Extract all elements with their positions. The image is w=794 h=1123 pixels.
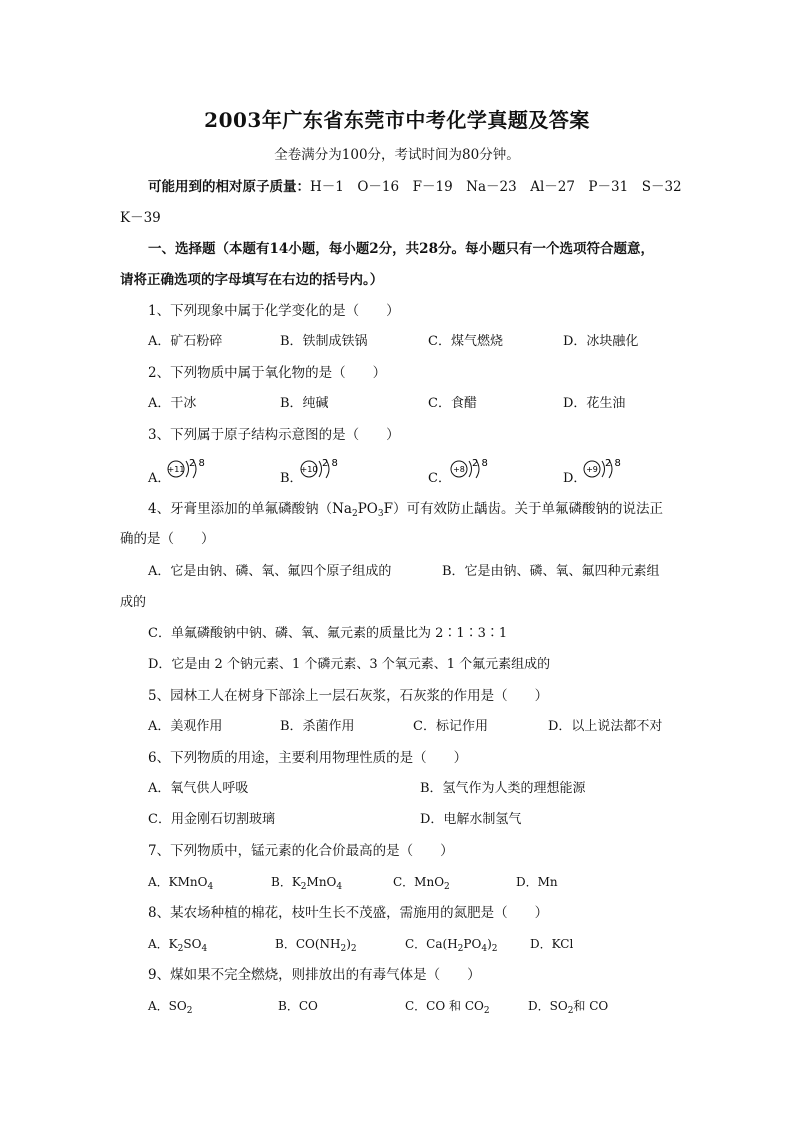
q8-option-c: C．$Ca(H_2PO_4)_2$ [405,937,498,954]
question-4-stem: 4、牙膏里添加的单氟磷酸钠$(Na_2PO_3F)$可有效防止龋齿。关于单氟磷酸钠的说法正 [148,501,663,519]
question-9-stem: 9、煤如果不完全燃烧，则排放出的有毒气体是（ ） [148,967,481,983]
q7-option-d: D．Mn [516,875,558,889]
atom-diagram-a [164,456,234,482]
section-heading-line2: 请将正确选项的字母填写在右边的括号内。） [120,272,384,288]
q2-option-d: D．花生油 [563,396,626,411]
question-3-stem: 3、下列属于原子结构示意图的是（ ） [148,427,400,443]
atom-diagram-b [297,456,367,482]
question-6-stem: 6、下列物质的用途，主要利用物理性质的是（ ） [148,750,468,766]
question-4-stem-line2: 确的是（ ） [120,531,215,547]
q5-option-a: A．美观作用 [148,719,223,734]
q2-option-a: A．干冰 [148,396,197,411]
q6-option-a: A．氧气供人呼吸 [148,781,249,796]
q1-option-b: B．铁制成铁锅 [280,334,368,349]
q5-option-b: B．杀菌作用 [280,719,355,734]
q3-option-c: C． [428,471,451,486]
q9-option-d: D．$SO_2$和 CO [528,999,609,1016]
q6-option-c: C．用金刚石切割玻璃 [148,812,275,827]
atom-c-nucleus: +8 [453,465,465,474]
q9-option-b: B．CO [278,999,318,1013]
atomic-mass-line [148,178,682,196]
q3-option-d: D． [563,471,587,486]
section-heading-line1: 一、选择题（本题有14小题，每小题2分，共28分。每小题只有一个选项符合题意， [148,241,654,257]
atomic-mass-label: 可能用到的相对原子质量： [148,179,310,195]
q4-option-b: B．它是由钠、磷、氧、氟四种元素组 [442,564,660,579]
q4-option-c: C．单氟磷酸钠中钠、磷、氧、氟元素的质量比为 2∶1∶3∶1 [148,626,508,641]
atom-d-nucleus: +9 [586,465,598,474]
q4-option-d: D．它是由 2 个钠元素、1 个磷元素、3 个氧元素、1 个氟元素组成的 [148,657,551,672]
page-title: 2003年广东省东莞市中考化学真题及答案 [204,108,590,132]
atom-a-nucleus: +11 [167,465,185,474]
q8-option-d: D．KCl [530,937,574,951]
atom-b-nucleus: +10 [300,465,318,474]
q7-option-a: A．KMnO$_4$ [148,875,214,892]
question-7-stem: 7、下列物质中，锰元素的化合价最高的是（ ） [148,843,454,859]
q1-option-d: D．冰块融化 [563,334,639,349]
atom-b-shells: 2 8 [322,458,338,469]
q7-option-b: B．$K_2MnO_4$ [271,875,343,892]
q3-option-b: B． [280,471,303,486]
q6-option-b: B．氢气作为人类的理想能源 [420,781,586,796]
q2-option-c: C．食醋 [428,396,477,411]
q5-option-d: D．以上说法都不对 [548,719,663,734]
atom-d-shells: 2 8 [605,458,621,469]
q4-option-a: A．它是由钠、磷、氧、氟四个原子组成的 [148,564,392,579]
question-5-stem: 5、园林工人在树身下部涂上一层石灰浆，石灰浆的作用是（ ） [148,688,549,704]
atomic-mass-continued: K－39 [120,210,161,226]
atom-a-shells: 2 8 [189,458,205,469]
subtitle: 全卷满分为100分，考试时间为80分钟。 [274,147,520,163]
question-2-stem: 2、下列物质中属于氧化物的是（ ） [148,365,387,381]
q8-option-b: B．$CO(NH_2)_2$ [275,937,357,954]
q6-option-d: D．电解水制氢气 [420,812,522,827]
question-8-stem: 8、某农场种植的棉花，枝叶生长不茂盛，需施用的氮肥是（ ） [148,905,549,921]
atomic-mass-values: H－1 O－16 F－19 Na－23 Al－27 P－31 S－32 [310,179,682,195]
q3-option-a: A． [148,471,171,486]
q8-option-a: A．$K_2SO_4$ [148,937,208,954]
q4-option-b-line2: 成的 [120,595,147,610]
q9-option-a: A．$SO_2$ [148,999,193,1016]
atom-diagram-d [580,456,650,482]
q5-option-c: C．标记作用 [413,719,488,734]
q9-option-c: C．CO 和 $CO_2$ [405,999,490,1016]
q2-option-b: B．纯碱 [280,396,329,411]
atom-c-shells: 2 8 [472,458,488,469]
question-1-stem: 1、下列现象中属于化学变化的是（ ） [148,303,400,319]
q1-option-c: C．煤气燃烧 [428,334,503,349]
q7-option-c: C．MnO$_2$ [393,875,450,892]
atom-diagram-c [447,456,517,482]
q1-option-a: A．矿石粉碎 [148,334,223,349]
